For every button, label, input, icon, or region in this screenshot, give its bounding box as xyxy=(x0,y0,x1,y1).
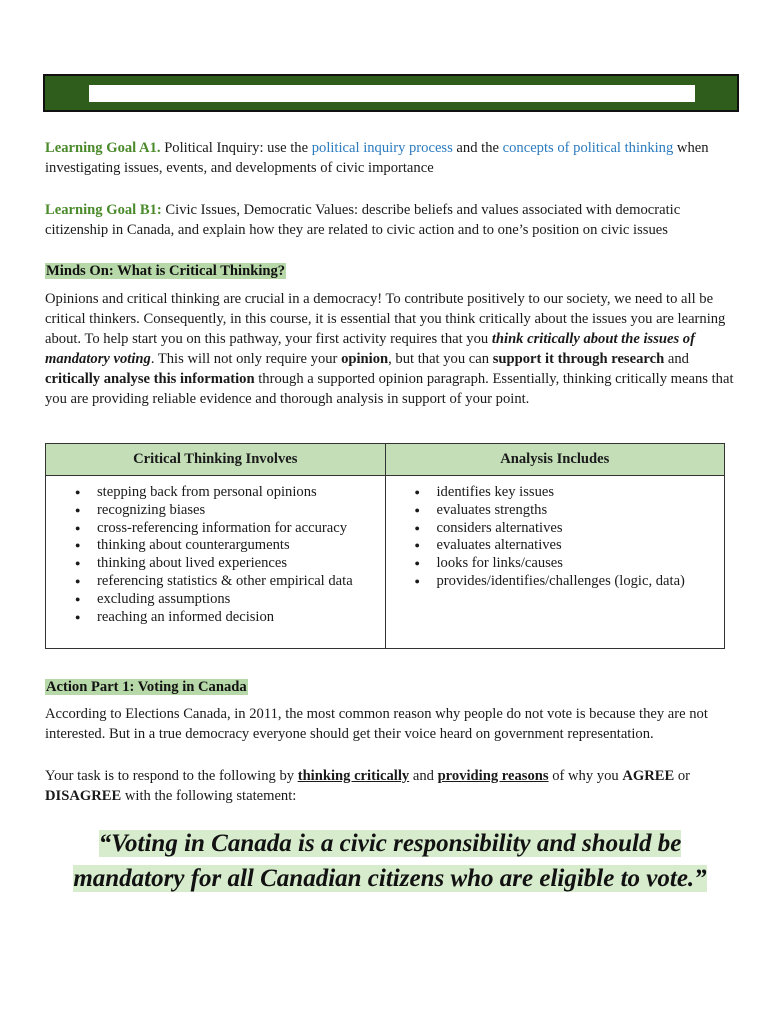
task-disagree: DISAGREE xyxy=(45,788,122,804)
task-agree: AGREE xyxy=(622,768,675,784)
list-item: ● evaluates alternatives xyxy=(415,537,725,555)
list-item: ● looks for links/causes xyxy=(415,555,725,573)
analysis-cell xyxy=(385,476,725,649)
learning-goal-b1 xyxy=(45,200,740,240)
learning-goal-b1-text: Civic Issues, Democratic Values: describe beliefs and values associated with democratic citizenship in Canada, and explain how they are related to civic action and to one’s position on civic issues xyxy=(45,202,681,238)
table-header-row xyxy=(46,444,725,476)
list-item: ● considers alternatives xyxy=(415,520,725,538)
table-header-critical-thinking xyxy=(46,444,386,476)
list-item: ● thinking about lived experiences xyxy=(75,555,385,573)
task-providing-reasons: providing reasons xyxy=(437,768,549,784)
task-thinking-critically: thinking critically xyxy=(297,768,410,784)
critical-thinking-table xyxy=(45,443,725,649)
minds-on-bold-analyse: critically analyse this information xyxy=(45,371,255,387)
quote-line-1: “Voting in Canada is a civic responsibility and should be xyxy=(98,830,682,857)
minds-on-bold-support: support it through research xyxy=(492,351,665,367)
learning-goal-b1-label: Learning Goal B1: xyxy=(45,202,162,218)
list-item: ● recognizing biases xyxy=(75,502,385,520)
table-header-analysis xyxy=(385,444,725,476)
learning-goal-a1-text: Political Inquiry: use the xyxy=(160,140,312,156)
critical-thinking-cell xyxy=(46,476,386,649)
learning-goal-a1-text-2: and the xyxy=(452,140,503,156)
concepts-of-political-thinking-link[interactable]: concepts of political thinking xyxy=(502,140,674,156)
list-item: ● cross-referencing information for accuracy xyxy=(75,520,385,538)
list-item: ● evaluates strengths xyxy=(415,502,725,520)
table-row xyxy=(46,476,725,649)
action-text: According to Elections Canada, in 2011, the most common reason why people do not vote is because they are not interested. But in a true democracy everyone should get their voice heard on government representation. xyxy=(45,706,708,742)
table-header-critical-thinking-label: Critical Thinking Involves xyxy=(133,451,298,467)
task-paragraph xyxy=(45,766,740,806)
table-header-analysis-label: Analysis Includes xyxy=(500,451,610,467)
minds-on-text-1: Opinions and critical thinking are crucial in a democracy! To contribute positively to our society, we need to all be critical thinkers. Consequently, in this course, it is essential that you think critically about the issues you are learning about. To help start you on this pathway, your first activity requires that you xyxy=(45,291,726,347)
list-item: ● excluding assumptions xyxy=(75,591,385,609)
analysis-list xyxy=(386,484,725,591)
list-item: ● referencing statistics & other empirical data xyxy=(75,573,385,591)
minds-on-text-2: . This will not only require your xyxy=(150,351,342,367)
minds-on-emphasis: think critically about the issues of mandatory voting xyxy=(45,331,695,367)
list-item: ● reaching an informed decision xyxy=(75,609,385,627)
minds-on-text-3: , but that you can xyxy=(388,351,493,367)
minds-on-heading: Minds On: What is Critical Thinking? xyxy=(46,263,286,279)
voting-statement-quote xyxy=(40,826,740,896)
learning-goal-a1-label: Learning Goal A1. xyxy=(45,140,161,156)
list-item: ● stepping back from personal opinions xyxy=(75,484,385,502)
list-item: ● thinking about counterarguments xyxy=(75,537,385,555)
action-paragraph xyxy=(45,704,740,744)
task-text-2: and xyxy=(409,768,438,784)
header-banner-title-box xyxy=(89,85,695,102)
minds-on-text-5: through a supported opinion paragraph. Essentially, thinking critically means that you are providing reliable evidence and thorough analysis in support of your point. xyxy=(45,371,734,407)
list-item: ● identifies key issues xyxy=(415,484,725,502)
header-banner xyxy=(43,74,739,112)
action-heading-line xyxy=(45,677,740,697)
minds-on-text-4: and xyxy=(664,351,689,367)
task-text-5: with the following statement: xyxy=(121,788,297,804)
minds-on-paragraph xyxy=(45,289,740,409)
minds-on-heading-line xyxy=(45,261,740,281)
political-inquiry-process-link[interactable]: political inquiry process xyxy=(311,140,453,156)
action-heading: Action Part 1: Voting in Canada xyxy=(46,679,247,695)
learning-goal-a1 xyxy=(45,138,740,178)
minds-on-bold-opinion: opinion xyxy=(341,351,389,367)
task-text-1: Your task is to respond to the following by xyxy=(45,768,298,784)
task-text-4: or xyxy=(674,768,691,784)
task-text-3: of why you xyxy=(548,768,623,784)
quote-line-2: mandatory for all Canadian citizens who are eligible to vote.” xyxy=(73,865,707,892)
list-item: ● provides/identifies/challenges (logic, data) xyxy=(415,573,725,591)
learning-goal-a1-text-3: when investigating issues, events, and developments of civic importance xyxy=(45,140,709,176)
critical-thinking-list xyxy=(46,484,385,626)
